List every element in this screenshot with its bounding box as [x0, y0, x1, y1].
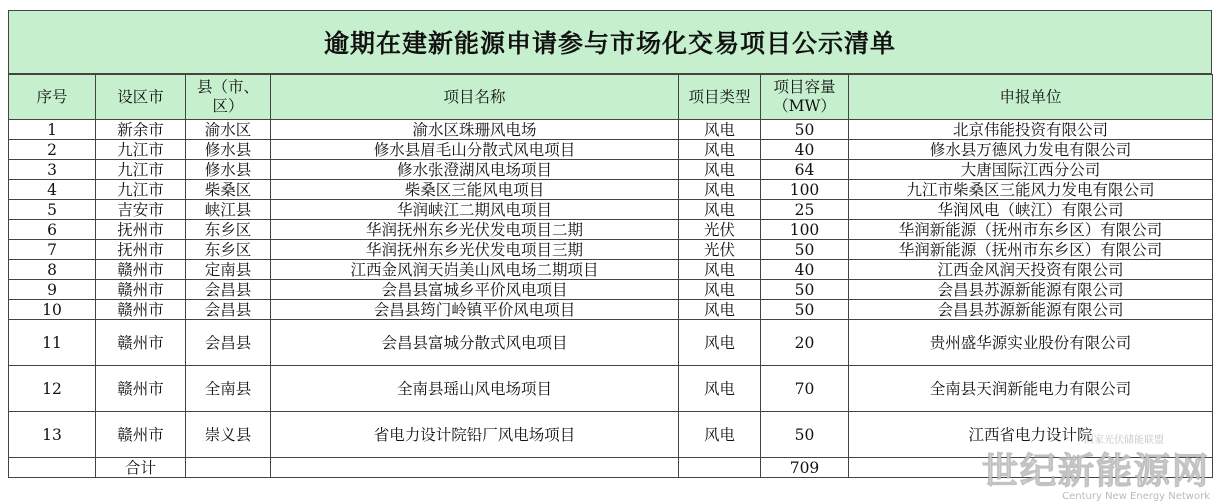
cell-applicant: 北京伟能投资有限公司: [849, 120, 1213, 140]
cell-project-type: 风电: [679, 300, 761, 320]
cell-county: 修水县: [186, 140, 271, 160]
cell-index: 8: [9, 260, 96, 280]
cell-project-type: 风电: [679, 366, 761, 412]
cell-capacity: 70: [761, 366, 849, 412]
cell-applicant: 华润新能源（抚州市东乡区）有限公司: [849, 220, 1213, 240]
cell-index: 1: [9, 120, 96, 140]
cell-project-name: 华润抚州东乡光伏发电项目二期: [271, 220, 679, 240]
table-row: [9, 412, 1213, 458]
cell-project-name: 会昌县富城乡平价风电项目: [271, 280, 679, 300]
cell-capacity: 100: [761, 180, 849, 200]
table-row: [9, 240, 1213, 260]
table-row: [9, 320, 1213, 366]
cell-project-name: 江西金风润天岿美山风电场二期项目: [271, 260, 679, 280]
cell-project-type: 风电: [679, 280, 761, 300]
cell-capacity: 50: [761, 412, 849, 458]
cell-project-name: 柴桑区三能风电项目: [271, 180, 679, 200]
cell-county: 定南县: [186, 260, 271, 280]
cell-project-name: 会昌县筠门岭镇平价风电项目: [271, 300, 679, 320]
cell-city: 九江市: [96, 140, 186, 160]
cell-project-name: 省电力设计院铅厂风电场项目: [271, 412, 679, 458]
cell-project-name: 华润峡江二期风电项目: [271, 200, 679, 220]
total-value: 709: [761, 458, 849, 478]
cell-county: 会昌县: [186, 280, 271, 300]
cell-city: 赣州市: [96, 412, 186, 458]
cell-applicant: 华润新能源（抚州市东乡区）有限公司: [849, 240, 1213, 260]
cell-project-name: 华润抚州东乡光伏发电项目三期: [271, 240, 679, 260]
empty-cell: [186, 458, 271, 478]
cell-applicant: 会昌县苏源新能源有限公司: [849, 280, 1213, 300]
watermark-sub-text: Century New Energy Network: [1062, 491, 1210, 502]
cell-capacity: 64: [761, 160, 849, 180]
cell-capacity: 50: [761, 300, 849, 320]
total-row: [9, 458, 1213, 478]
cell-county: 东乡区: [186, 240, 271, 260]
cell-project-type: 风电: [679, 160, 761, 180]
cell-project-type: 风电: [679, 140, 761, 160]
cell-project-type: 风电: [679, 120, 761, 140]
table-row: [9, 260, 1213, 280]
cell-project-name: 渝水区珠珊风电场: [271, 120, 679, 140]
cell-capacity: 40: [761, 260, 849, 280]
cell-city: 赣州市: [96, 320, 186, 366]
cell-city: 赣州市: [96, 366, 186, 412]
cell-applicant: 会昌县苏源新能源有限公司: [849, 300, 1213, 320]
header-col-project-type: 项目类型: [679, 75, 761, 120]
cell-project-name: 会昌县富城分散式风电项目: [271, 320, 679, 366]
cell-city: 吉安市: [96, 200, 186, 220]
cell-applicant: 九江市柴桑区三能风力发电有限公司: [849, 180, 1213, 200]
cell-county: 东乡区: [186, 220, 271, 240]
header-col-county: 县（市、区）: [186, 75, 271, 120]
table-row: [9, 280, 1213, 300]
cell-city: 抚州市: [96, 240, 186, 260]
cell-applicant: 江西金风润天投资有限公司: [849, 260, 1213, 280]
table-row: [9, 140, 1213, 160]
cell-index: 5: [9, 200, 96, 220]
cell-index: 13: [9, 412, 96, 458]
cell-county: 全南县: [186, 366, 271, 412]
table-row: [9, 180, 1213, 200]
cell-city: 赣州市: [96, 300, 186, 320]
header-col-project-name: 项目名称: [271, 75, 679, 120]
cell-index: 7: [9, 240, 96, 260]
cell-city: 新余市: [96, 120, 186, 140]
project-table: [8, 74, 1213, 478]
cell-index: 6: [9, 220, 96, 240]
table-row: [9, 120, 1213, 140]
header-col-capacity: 项目容量（MW）: [761, 75, 849, 120]
cell-index: 12: [9, 366, 96, 412]
cell-city: 赣州市: [96, 260, 186, 280]
cell-applicant: 江西省电力设计院: [849, 412, 1213, 458]
cell-capacity: 50: [761, 120, 849, 140]
cell-project-type: 风电: [679, 320, 761, 366]
empty-cell: [679, 458, 761, 478]
cell-city: 九江市: [96, 180, 186, 200]
cell-county: 柴桑区: [186, 180, 271, 200]
cell-county: 会昌县: [186, 300, 271, 320]
cell-project-name: 修水张澄湖风电场项目: [271, 160, 679, 180]
cell-project-type: 风电: [679, 200, 761, 220]
cell-index: 4: [9, 180, 96, 200]
cell-project-type: 风电: [679, 260, 761, 280]
empty-cell: [9, 458, 96, 478]
table-row: [9, 220, 1213, 240]
table-row: [9, 160, 1213, 180]
cell-county: 修水县: [186, 160, 271, 180]
cell-applicant: 大唐国际江西分公司: [849, 160, 1213, 180]
cell-index: 9: [9, 280, 96, 300]
cell-city: 九江市: [96, 160, 186, 180]
watermark-top-text: 国家光伏储能联盟: [1084, 435, 1164, 446]
page-title: 逾期在建新能源申请参与市场化交易项目公示清单: [8, 10, 1212, 74]
cell-capacity: 50: [761, 280, 849, 300]
cell-applicant: 华润风电（峡江）有限公司: [849, 200, 1213, 220]
cell-county: 峡江县: [186, 200, 271, 220]
header-col-applicant: 申报单位: [849, 75, 1213, 120]
cell-county: 崇义县: [186, 412, 271, 458]
empty-cell: [271, 458, 679, 478]
cell-county: 会昌县: [186, 320, 271, 366]
cell-applicant: 修水县万德风力发电有限公司: [849, 140, 1213, 160]
cell-index: 10: [9, 300, 96, 320]
cell-project-type: 风电: [679, 412, 761, 458]
cell-index: 11: [9, 320, 96, 366]
cell-project-name: 全南县瑶山风电场项目: [271, 366, 679, 412]
cell-capacity: 25: [761, 200, 849, 220]
cell-capacity: 50: [761, 240, 849, 260]
total-label: 合计: [96, 458, 186, 478]
header-col-city: 设区市: [96, 75, 186, 120]
cell-applicant: 全南县天润新能电力有限公司: [849, 366, 1213, 412]
empty-cell: [849, 458, 1213, 478]
cell-city: 抚州市: [96, 220, 186, 240]
header-col-index: 序号: [9, 75, 96, 120]
table-header-row: [9, 75, 1213, 120]
cell-county: 渝水区: [186, 120, 271, 140]
cell-applicant: 贵州盛华源实业股份有限公司: [849, 320, 1213, 366]
cell-project-type: 风电: [679, 180, 761, 200]
watermark-main-text: 世纪新能源网: [981, 451, 1210, 492]
cell-capacity: 40: [761, 140, 849, 160]
cell-index: 3: [9, 160, 96, 180]
table-row: [9, 300, 1213, 320]
table-body: [9, 120, 1213, 478]
cell-capacity: 20: [761, 320, 849, 366]
cell-city: 赣州市: [96, 280, 186, 300]
cell-project-name: 修水县眉毛山分散式风电项目: [271, 140, 679, 160]
table-row: [9, 366, 1213, 412]
cell-project-type: 光伏: [679, 240, 761, 260]
cell-project-type: 光伏: [679, 220, 761, 240]
cell-index: 2: [9, 140, 96, 160]
table-row: [9, 200, 1213, 220]
cell-capacity: 100: [761, 220, 849, 240]
